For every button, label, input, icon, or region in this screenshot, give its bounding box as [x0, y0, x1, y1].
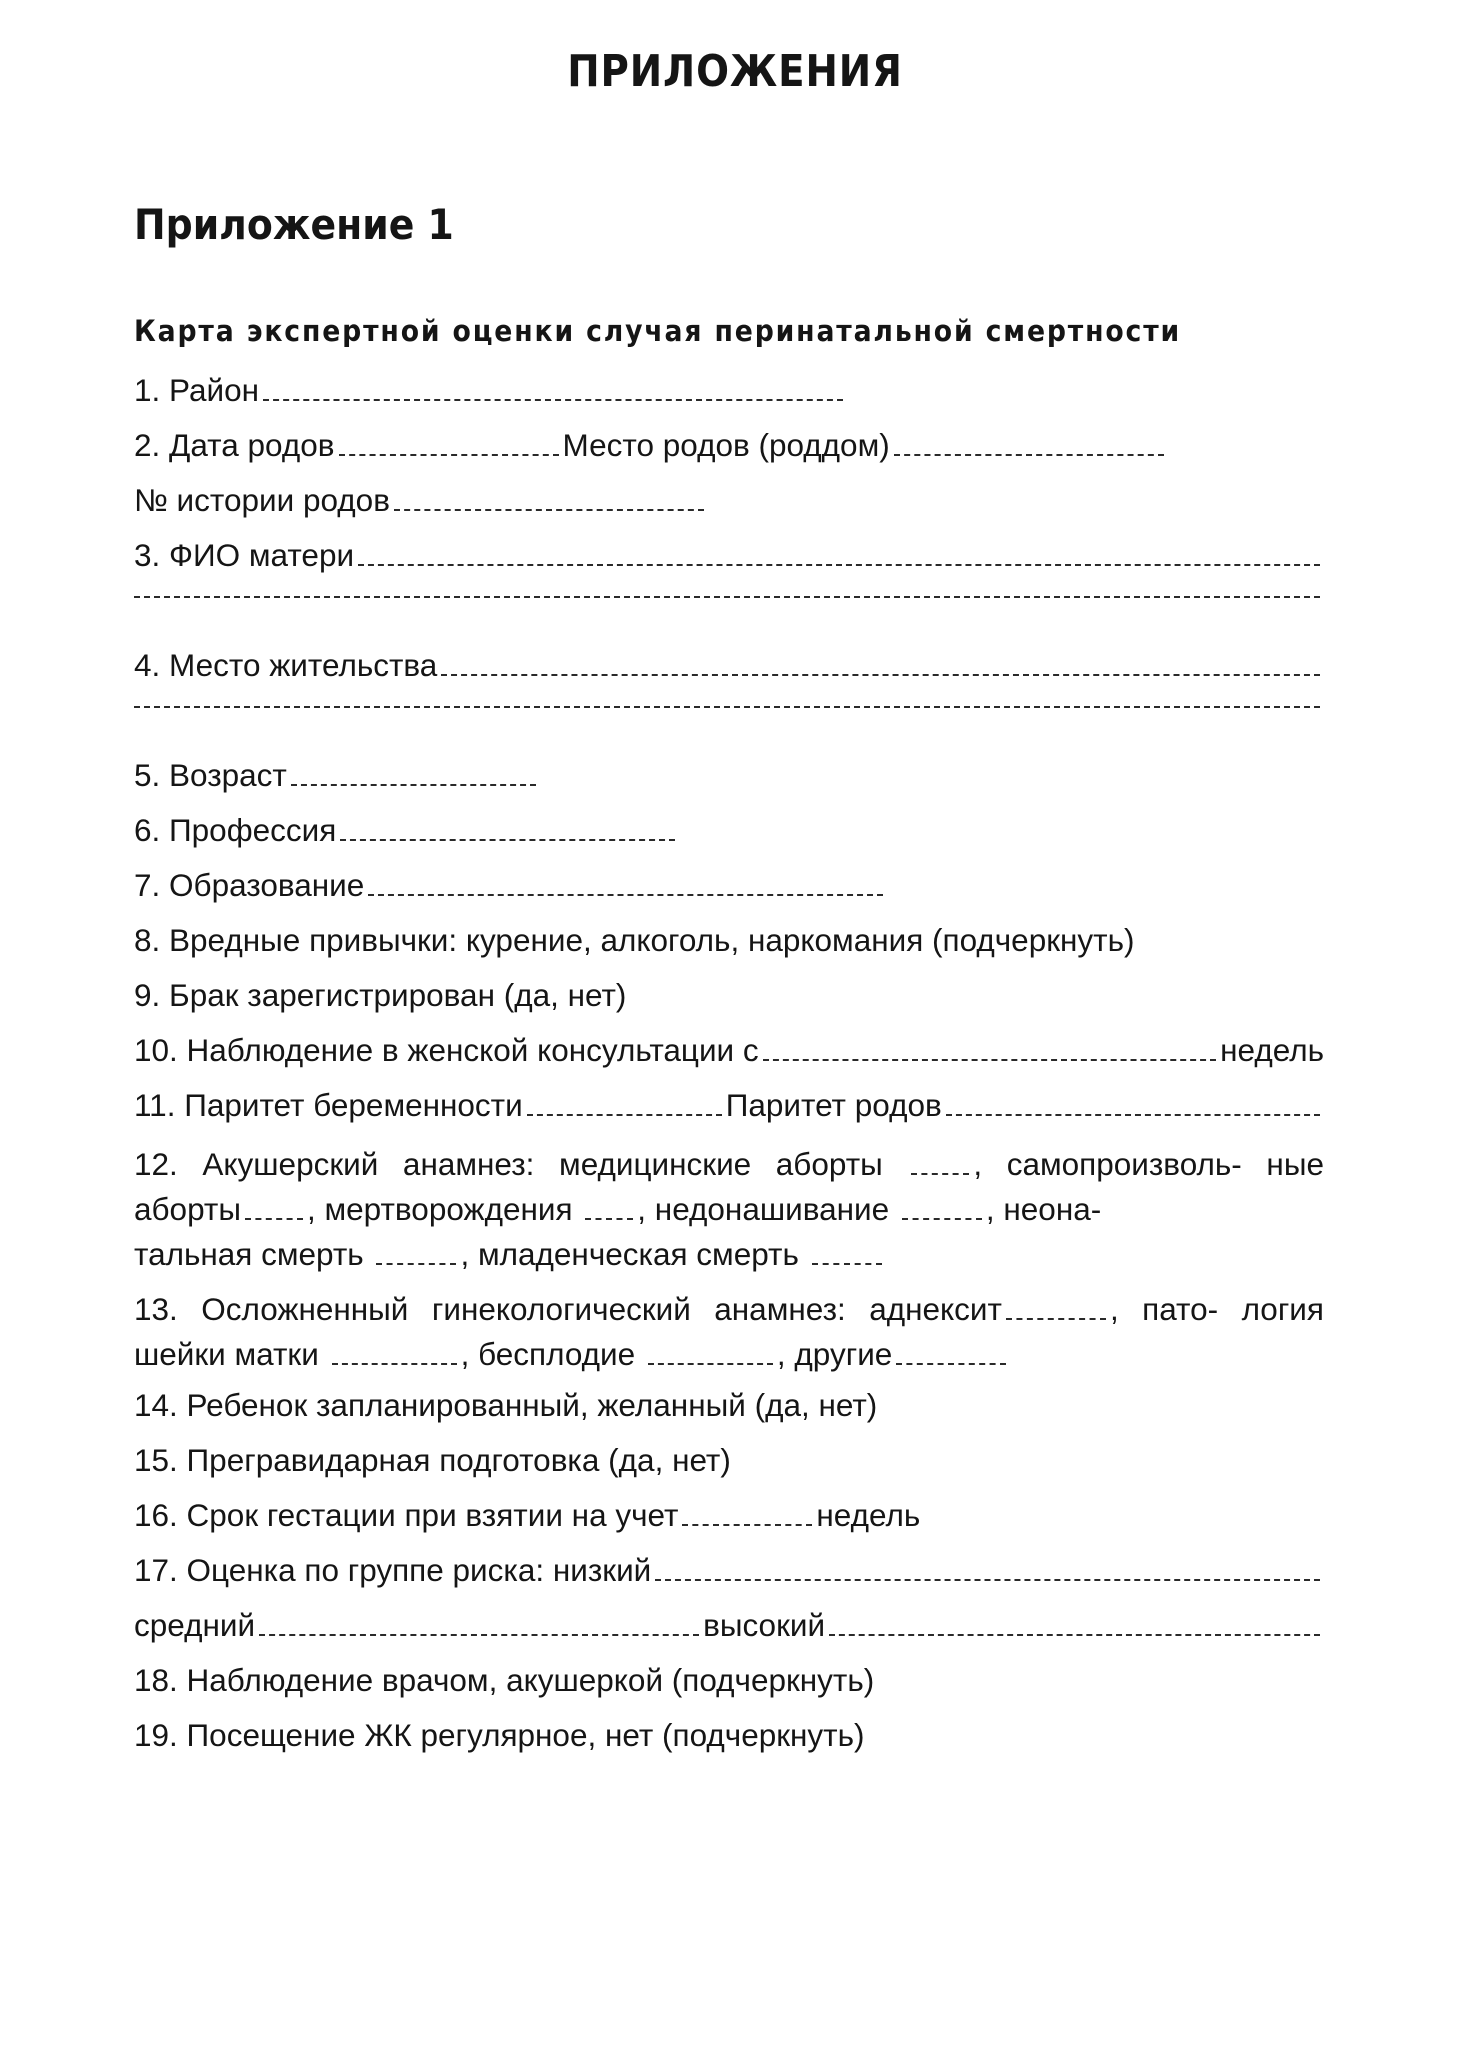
- form-item-13: [134, 1287, 1324, 1377]
- label-neonatal-death: тальная смерть: [134, 1236, 364, 1272]
- label-gyn-history: 13. Осложненный гинекологический анамнез: аднексит: [134, 1291, 1002, 1327]
- blank-mother-name: [358, 560, 1320, 566]
- form-line-17: [134, 1552, 1324, 1607]
- label-other: , другие: [776, 1336, 893, 1372]
- label-risk-medium: средний: [134, 1607, 256, 1643]
- form-line-6: [134, 812, 1324, 867]
- blank-spontaneous-abortions: [245, 1214, 303, 1220]
- label-risk-high: высокий: [703, 1607, 826, 1643]
- form-line-10: [134, 1032, 1324, 1087]
- label-gestation-weeks: недель: [816, 1497, 921, 1533]
- form-line-18: [134, 1662, 1324, 1717]
- label-residence: 4. Место жительства: [134, 647, 438, 683]
- blank-stillbirths: [585, 1214, 633, 1220]
- form-line-2c: [134, 482, 1324, 537]
- form-line-16: [134, 1497, 1324, 1552]
- blank-profession: [340, 835, 675, 841]
- label-education: 7. Образование: [134, 867, 365, 903]
- blank-infertility: [648, 1359, 773, 1365]
- label-birth-parity: Паритет родов: [725, 1087, 942, 1123]
- form-line-3: [134, 537, 1324, 592]
- form-line-2: [134, 427, 1324, 482]
- label-profession: 6. Профессия: [134, 812, 337, 848]
- label-risk-low: 17. Оценка по группе риска: низкий: [134, 1552, 652, 1588]
- blank-neonatal-death: [376, 1259, 456, 1265]
- form-line-7: [134, 867, 1324, 922]
- label-pregravid-prep: 15. Прегравидарная подготовка (да, нет): [134, 1442, 731, 1478]
- form-line-14: [134, 1387, 1324, 1442]
- label-observation: 10. Наблюдение в женской консультации с: [134, 1032, 759, 1068]
- blank-cervix-pathology: [332, 1359, 457, 1365]
- form-line-4: [134, 647, 1324, 702]
- label-planned-child: 14. Ребенок запланированный, желанный (да, нет): [134, 1387, 878, 1423]
- label-pregnancy-parity: 11. Паритет беременности: [134, 1087, 523, 1123]
- label-gestation-term: 16. Срок гестации при взятии на учет: [134, 1497, 679, 1533]
- blank-district: [263, 395, 843, 401]
- label-visits: 19. Посещение ЖК регулярное, нет (подчеркнуть): [134, 1717, 865, 1753]
- form-item-12: [134, 1142, 1324, 1277]
- blank-risk-high: [829, 1630, 1320, 1636]
- label-prematurity: , недонашивание: [637, 1191, 890, 1227]
- form-line-5: [134, 757, 1324, 812]
- label-obstetric-history: 12. Акушерский анамнез: медицинские аборты: [134, 1146, 883, 1182]
- label-neonatal: , неона-: [985, 1191, 1102, 1227]
- card-title: Карта экспертной оценки случая перинатальной смертности: [134, 314, 1182, 348]
- label-age: 5. Возраст: [134, 757, 287, 793]
- blank-history-number: [394, 505, 704, 511]
- label-observed-by: 18. Наблюдение врачом, акушеркой (подчеркнуть): [134, 1662, 875, 1698]
- form-line-19: [134, 1717, 1324, 1772]
- blank-risk-medium: [259, 1630, 699, 1636]
- label-mother-name: 3. ФИО матери: [134, 537, 355, 573]
- form-line-4b: [134, 702, 1324, 757]
- blank-education: [368, 890, 883, 896]
- label-birth-place: Место родов (роддом): [562, 427, 890, 463]
- label-history-number: № истории родов: [134, 482, 390, 518]
- label-abortions: ные аборты: [134, 1146, 1324, 1227]
- blank-observation-weeks: [763, 1055, 1216, 1061]
- label-bad-habits: 8. Вредные привычки: курение, алкоголь, наркомания (подчеркнуть): [134, 922, 1135, 958]
- form-line-17b: [134, 1607, 1324, 1662]
- blank-birth-date: [339, 450, 559, 456]
- blank-adnexitis: [1006, 1314, 1106, 1320]
- form-line-9: [134, 977, 1324, 1032]
- form-line-3b: [134, 592, 1324, 647]
- label-birth-date: 2. Дата родов: [134, 427, 335, 463]
- blank-age: [291, 780, 536, 786]
- label-patho: , пато-: [1109, 1291, 1219, 1327]
- page-title: ПРИЛОЖЕНИЯ: [567, 46, 903, 97]
- label-infertility: , бесплодие: [460, 1336, 636, 1372]
- label-spontaneous: , самопроизволь-: [973, 1146, 1242, 1182]
- form-line-1: [134, 372, 1324, 427]
- label-district: 1. Район: [134, 372, 260, 408]
- blank-other: [896, 1359, 1006, 1365]
- blank-birth-place: [894, 450, 1164, 456]
- blank-pregnancy-parity: [527, 1110, 722, 1116]
- blank-infant-death: [812, 1259, 882, 1265]
- blank-medical-abortions: [911, 1169, 969, 1175]
- blank-residence: [441, 670, 1320, 676]
- form-line-15: [134, 1442, 1324, 1497]
- label-weeks: недель: [1220, 1032, 1324, 1068]
- expert-assessment-form: [134, 372, 1324, 1772]
- blank-prematurity: [902, 1214, 982, 1220]
- form-line-8: [134, 922, 1324, 977]
- blank-mother-name-cont: [134, 592, 1320, 598]
- label-cervix-pathology: логия шейки матки: [134, 1291, 1324, 1372]
- label-stillbirths: , мертворождения: [306, 1191, 573, 1227]
- form-line-11: [134, 1087, 1324, 1142]
- blank-birth-parity: [946, 1110, 1320, 1116]
- blank-residence-cont: [134, 702, 1320, 708]
- blank-gestation-term: [682, 1520, 812, 1526]
- label-marriage: 9. Брак зарегистрирован (да, нет): [134, 977, 627, 1013]
- appendix-heading: Приложение 1: [134, 200, 454, 249]
- blank-risk-low: [655, 1575, 1320, 1581]
- label-infant-death: , младенческая смерть: [460, 1236, 799, 1272]
